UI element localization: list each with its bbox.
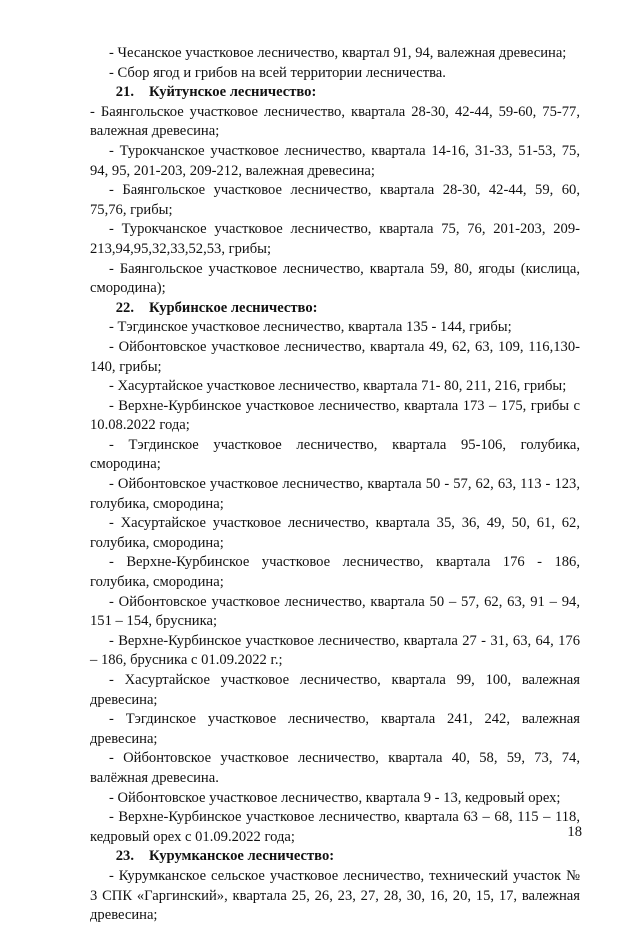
document-body [90,44,580,926]
section-heading [90,83,580,103]
list-item: - Ойбонтовское участковое лесничество, квартала 49, 62, 63, 109, 116,130-140, грибы; [90,338,580,375]
section-heading [90,847,580,867]
list-item: - Тэгдинское участковое лесничество, квартала 135 - 144, грибы; [109,319,512,336]
list-item: - Турокчанское участковое лесничество, квартала 14-16, 31-33, 51-53, 75, 94, 95, 201-203, 209-212, валежная древесина; [90,142,580,179]
section-title: Куйтунское лесничество: [149,84,317,101]
list-item: - Баянгольское участковое лесничество, квартала 28-30, 42-44, 59-60, 75-77, валежная древесина; [90,103,580,140]
section-title: Курумканское лесничество: [149,848,335,865]
page-number: 18 [567,824,582,840]
list-item: - Верхне-Курбинское участковое лесничество, квартала 63 – 68, 115 – 118, кедровый орех с 01.09.2022 года; [90,809,580,845]
list-item: - Ойбонтовское участковое лесничество, квартала 50 – 57, 62, 63, 91 – 94, 151 – 154, брусника; [90,593,580,630]
list-item: - Баянгольское участковое лесничество, квартала 59, 80, ягоды (кислица, смородина); [90,260,580,297]
list-item: - Тэгдинское участковое лесничество, квартала 241, 242, валежная древесина; [90,711,580,747]
list-item: - Верхне-Курбинское участковое лесничество, квартала 27 - 31, 63, 64, 176 – 186, брусника с 01.09.2022 г.; [90,632,580,669]
text-line: - Сбор ягод и грибов на всей территории лесничества. [109,64,446,81]
list-item: - Хасуртайское участковое лесничество, квартала 99, 100, валежная древесина; [90,672,580,708]
text-line: - Чесанское участковое лесничество, квартал 91, 94, валежная древесина; [109,45,567,61]
list-item: - Хасуртайское участковое лесничество, квартала 35, 36, 49, 50, 61, 62, голубика, смородина; [90,515,580,551]
list-item: - Курумканское сельское участковое лесничество, технический участок № 3 СПК «Гаргинский», квартала 25, 26, 23, 27, 28, 30, 16, 20, 15, 17, валежная древесина; [90,867,580,924]
section-number: 22. [115,299,134,316]
list-item: - Баянгольское участковое лесничество, квартала 28-30, 42-44, 59, 60, 75,76, грибы; [90,182,580,218]
list-item: - Турокчанское участковое лесничество, квартала 75, 76, 201-203, 209-213,94,95,32,33,52,53, грибы; [90,221,580,257]
section-number: 23. [115,848,134,865]
list-item: - Ойбонтовское участковое лесничество, квартала 9 - 13, кедровый орех; [109,789,561,806]
list-item: - Ойбонтовское участковое лесничество, квартала 40, 58, 59, 73, 74, валёжная древесина. [90,750,580,786]
list-item: - Верхне-Курбинское участковое лесничество, квартала 176 - 186, голубика, смородина; [90,554,580,591]
list-item: - Верхне-Курбинское участковое лесничество, квартала 173 – 175, грибы с 10.08.2022 года; [90,397,580,434]
section-heading [90,299,580,319]
list-item: - Хасуртайское участковое лесничество, квартала 71- 80, 211, 216, грибы; [109,378,567,395]
section-title: Курбинское лесничество: [149,299,318,316]
section-number: 21. [115,84,134,101]
list-item: - Ойбонтовское участковое лесничество, квартала 50 - 57, 62, 63, 113 - 123, голубика, смородина; [90,476,580,512]
list-item: - Тэгдинское участковое лесничество, квартала 95-106, голубика, смородина; [90,436,580,473]
